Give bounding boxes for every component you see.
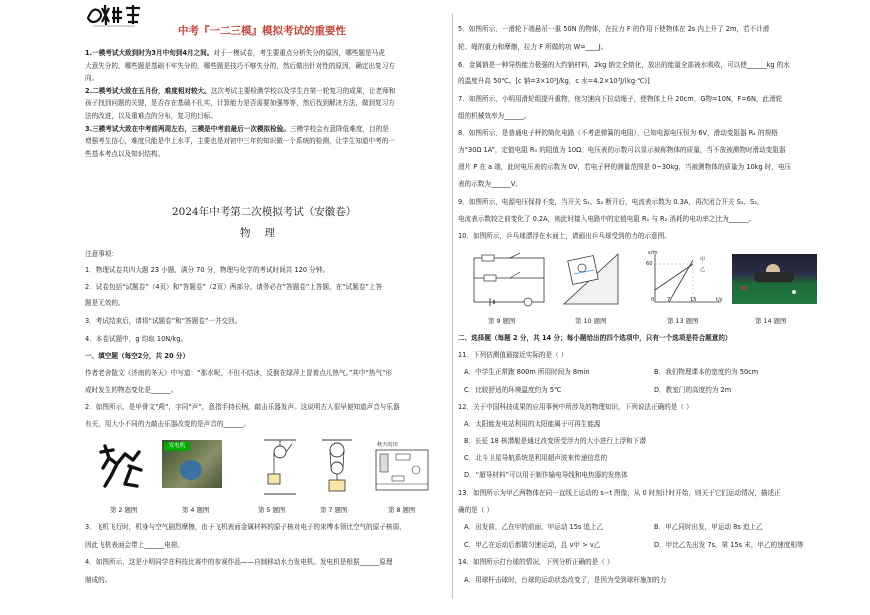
question-stem: 12．关于中国科技成果的应用事例中所涉及的物理知识，下列说法正确的是（ ）: [458, 403, 693, 411]
generator-photo-label: 发电机: [164, 442, 190, 451]
graph-xlabel: t/s: [716, 297, 723, 303]
choice-option: A．出发前，乙在甲的前面，甲运动 15s 追上乙: [464, 523, 604, 531]
billiards-photo: [732, 254, 817, 304]
question-line: 3．飞机飞行时，机身与空气剧烈摩擦，由于飞机表面金属材料的原子核对电子的束缚本领比空气的原子核弱，: [85, 523, 406, 531]
intro-text: 增强考生信心，难度只能是中上水平，主要也是对初中三年的知识做一个系统的检测，让学生知道中考的一: [85, 137, 395, 146]
pulley-block-figure: [318, 438, 356, 498]
figure-caption: 第 10 题图: [575, 317, 607, 325]
figure-caption: 第 5 题图: [258, 506, 286, 514]
figure-caption: 第 14 题图: [755, 317, 787, 325]
question-line: 滑片 P 在 a 端，此时电压表的示数为 0V，若电子秤的测量范围是 0~30kg，当被测物体的质量为 10kg 时，电压: [458, 163, 792, 171]
choice-option: B．甲乙同时出发，甲运动 8s 追上乙: [654, 523, 763, 531]
question-line: 2．如图所示，是甲骨文“殸”，字同“声”，意指手持长柄，敲击乐器发声。这说明古人很早便知道声音与乐器: [85, 403, 400, 411]
note-line: 3．考试结束后，请将“试题卷”和“答题卷”一并交回。: [85, 317, 242, 325]
intro-line: [85, 47, 385, 60]
question-line: 8．如图所示，是普通电子秤的简化电路（不考虑弹簧的电阻），已知电源电压恒为 6V，滑动变阻器 R₁ 的规格: [458, 129, 778, 137]
question-line: 轮、绳的重力和摩擦，拉力 F 所做的功 W=____J。: [458, 43, 608, 51]
question-line: 成时发生的物态变化是______。: [85, 386, 178, 394]
question-line: 有关，用大小不同的力敲击乐器改变的是声音的______。: [85, 420, 250, 428]
water-wheel-icon: [180, 460, 202, 480]
choice-option: A．中学生正常跑 800m 所用时间为 8min: [464, 368, 590, 376]
intro-line: [85, 85, 395, 98]
note-line: 题是无效的。: [85, 299, 125, 307]
choice-option: D．“超导材料”可以用于制作输电导线和电热器的发热体: [464, 471, 628, 479]
exam-title: 2024年中考第二次模拟考试（安徽卷）: [172, 206, 357, 218]
intro-text: 这次考试主要检测学校以及学生在第一轮复习的成果，让老师和: [210, 86, 396, 95]
intro-line: [85, 97, 395, 110]
figure-caption: 第 13 题图: [667, 317, 699, 325]
intro-text: 法的改进，以及重难点的分布，复习的目标。: [85, 112, 217, 120]
subject-title: 物理: [240, 227, 289, 239]
question-line: 作者老舍散文《济南的冬天》中写道：“那水呢，不但不结冰，反倒在绿萍上冒着点儿热气。”其中“热气”形: [85, 369, 393, 377]
question-stem: 14．如图所示打台球的情况，下列分析正确的是（ ）: [458, 558, 614, 566]
question-line: 为“30Ω 1A”，定值电阻 R₀ 的阻值为 10Ω。电压表的示数可以显示被称物体的质量，当不放被测物时滑动变阻器: [458, 146, 786, 154]
banner-title: 中考『一二三模』模拟考试的重要性: [178, 25, 346, 37]
intro-line: [85, 72, 98, 85]
choice-option: A．用球杆击球时，台球的运动状态改变了，是因为受到球杆施加的力: [464, 576, 667, 584]
choice-option: C．甲乙在运动后都做匀速运动，且 v甲 > v乙: [464, 541, 601, 549]
section-multiple-choice: 二、选择题（每题 2 分，共 14 分；每小题给出的四个选项中，只有一个选项是符合题意的）: [458, 334, 732, 342]
pulley-figure: [262, 438, 298, 496]
circuit-figure-9: [470, 250, 548, 308]
choice-option: B．长征 18 核潜艇是通过改变所受浮力的大小进行上浮和下潜: [464, 437, 646, 445]
graph-ymark: 60: [646, 261, 653, 267]
st-graph-figure: [645, 250, 725, 310]
figure-caption: 第 9 题图: [488, 317, 516, 325]
choice-option: A．太阳能发电站利用的太阳能属于可再生能源: [464, 420, 601, 428]
intro-text: 大意失分的，哪些题是基础不牢失分的，哪些题是技巧不够失分的，然后做出针对性的原因，确定出复习方: [85, 61, 395, 70]
graph-ylabel: s/m: [648, 250, 658, 256]
intro-lead: 2.二模考试大致在五月份，难度相对较大。: [85, 86, 211, 95]
scale-label: 秋天的田: [377, 442, 398, 448]
intro-line: [85, 60, 395, 73]
question-line: 10．如图所示，乒乓球漂浮在水面上，请画出乒乓球受到的力的示意图。: [458, 232, 671, 240]
column-divider: [452, 14, 453, 599]
question-line: 表的示数为______V。: [458, 180, 522, 188]
question-line: 因此飞机表面会带上______电荷。: [85, 541, 184, 549]
cue-ball-icon: [792, 290, 796, 294]
figure-caption: 第 4 题图: [182, 506, 210, 514]
note-line: 1．物理试卷共四大题 23 小题，满分 70 分，物理与化学的考试时间共 120 分钟。: [85, 266, 329, 274]
electronic-scale-figure: [372, 440, 432, 494]
question-line: 的温度升高 50℃。[c 钠=3×10³J/kg，c 水=4.2×10³J/(kg·℃)]: [458, 77, 650, 85]
floating-ball-figure: [560, 248, 622, 308]
note-line: 2．试卷包括“试题卷”（4页）和“答题卷”（2页）两部分。请务必在“答题卷”上答题，在“试题卷”上答: [85, 283, 383, 291]
intro-text: 对于一模试卷，考生要重点分析失分的原因，哪些题是马虎: [213, 49, 385, 57]
intro-text: 孩子找到问题的关键，是否存在基础不扎实，计算能力是否需要加强等等，然后找到解决方法，做到复习方: [85, 99, 395, 108]
intro-text: 向。: [85, 74, 99, 83]
choice-option: B．我们物理课本的宽度约为 50cm: [654, 368, 759, 376]
question-line: 电流表示数较之前变化了 0.2A，则此时接入电路中的定值电阻 R₁ 与 R₂ 消耗的电功率之比为______。: [458, 215, 756, 223]
oracle-character-figure: [95, 440, 147, 492]
question-line: 5．如图所示，一滑轮下端悬吊一重 50N 的物体，在拉力 F 的作用下使物体在 2s 内上升了 2m，若不计滑: [458, 25, 770, 33]
question-line: 9．如图所示，电源电压保持不变，当开关 S₁、S₂ 断开后，电流表示数为 0.3A，再次闭合开关 S₁、S₂，: [458, 198, 764, 206]
ball-icon: [742, 286, 746, 290]
choice-option: C．比较舒适的环境温度约为 5℃: [464, 386, 562, 394]
choice-option: D．甲比乙先出发 7s，第 15s 末，甲乙的速度相等: [654, 541, 804, 549]
choice-option: C．北斗卫星导航系统是利用超声波来传递信息的: [464, 454, 608, 462]
figure-caption: 第 8 题图: [388, 506, 416, 514]
intro-text: 些基本考点以及知识结构。: [85, 149, 165, 158]
intro-text: 三模学校会有意降低难度，目的是: [289, 124, 389, 133]
section-fill-blank: 一、填空题（每空2分，共 20 分）: [85, 352, 190, 360]
logo-icon: [85, 2, 147, 28]
graph-series-label: 甲: [700, 257, 706, 263]
choice-option: D．教室门的高度约为 2m: [654, 386, 732, 394]
question-stem: 11．下列估测值最接近实际的是（ ）: [458, 351, 568, 359]
question-line: 7．如图所示，小明用滑轮组提升重物，他匀速向下拉动绳子，使物体上升 20cm，G物=10N，F=6N，此滑轮: [458, 95, 783, 103]
graph-series-label: 乙: [700, 267, 706, 273]
note-line: 4．本卷试题中，g 均取 10N/kg。: [85, 335, 188, 343]
graph-tick: 7: [667, 297, 671, 303]
figure-caption: 第 7 题图: [320, 506, 348, 514]
intro-line: [85, 110, 217, 123]
intro-line: [85, 148, 164, 161]
question-stem: 确的是（ ）: [458, 506, 494, 514]
question-stem: 13．如图所示为甲乙两物体在同一直线上运动的 s−t 图像，从 0 时刻计时开始，则关于它们运动情况，描述正: [458, 489, 781, 497]
question-line: 6．金属钠是一种导热能力极强的大约钠材料，2kg 钠完全熔化，放出的能量全部被水吸收，可以使______kg 的水: [458, 61, 790, 69]
player-body-icon: [754, 272, 794, 282]
figure-caption: 第 2 题图: [110, 506, 138, 514]
intro-line: [85, 123, 389, 136]
graph-tick: 15: [690, 297, 697, 303]
question-line: 制成的。: [85, 576, 112, 584]
notes-heading: 注意事项：: [85, 250, 118, 258]
intro-lead: 3.三模考试大致在中考前两周左右，三模是中考前最后一次模拟检验。: [85, 124, 290, 133]
intro-line: [85, 135, 395, 148]
question-line: 组的机械效率为______。: [458, 112, 531, 120]
graph-tick: 0: [651, 297, 655, 303]
question-line: 4．如图所示，这是小明同学在科技比赛中的参赛作品——自制移动水力发电机。发电机是根据______原理: [85, 558, 393, 566]
intro-lead: 1.一模考试大致到时为3月中旬到4月之间。: [85, 49, 214, 57]
generator-photo: [162, 440, 222, 488]
